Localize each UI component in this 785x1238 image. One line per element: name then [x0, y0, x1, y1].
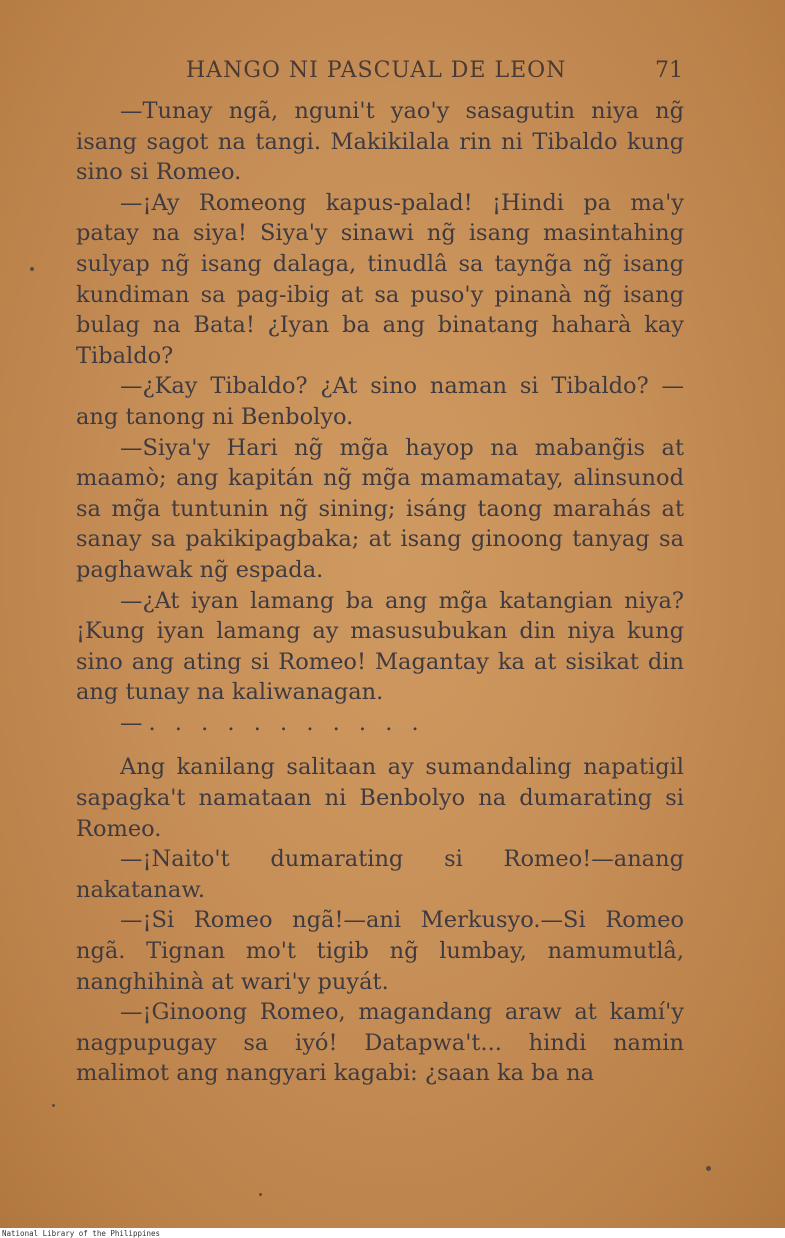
- paper-speck: [706, 1166, 711, 1171]
- library-credit: National Library of the Philippines: [2, 1229, 161, 1238]
- paragraph: —Siya'y Hari ng̃ mg̃a hayop na mabang̃is at maamò; ang kapitán ng̃ mg̃a mamamatay, alinsunod sa mg̃a tuntunin ng̃ sining; isáng taong marahás at sanay sa pakikipagbaka; at isang ginoong tanyag sa paghawak ng̃ espada.: [76, 434, 684, 583]
- paragraph: —¡Ay Romeong kapus-palad! ¡Hindi pa ma'y patay na siya! Siya'y sinawi ng̃ isang masintahing sulyap ng̃ isang dalaga, tinudlâ sa tayng̃a ng̃ isang kundiman sa pag-ibig at sa puso'y pinanà ng̃ isang bulag na Bata! ¿Iyan ba ang binatang haharà kay Tibaldo?: [76, 189, 684, 369]
- paragraph: —¡Naito't dumarating si Romeo!—anang nakatanaw.: [76, 846, 684, 903]
- paragraph: —¿Kay Tibaldo? ¿At sino naman si Tibaldo? —ang tanong ni Benbolyo.: [76, 373, 684, 430]
- paper-speck: [52, 1104, 55, 1107]
- paragraph: —¿At iyan lamang ba ang mg̃a katangian niya? ¡Kung iyan lamang ay masusubukan din niya kung sino ang ating si Romeo! Magantay ka at sisikat din ang tunay na kaliwanagan.: [76, 587, 684, 706]
- section-break-dots: —. . . . . . . . . . .: [120, 709, 425, 736]
- paragraph: Ang kanilang salitaan ay sumandaling napatigil sapagka't namataan ni Benbolyo na dumarating si Romeo.: [76, 754, 684, 842]
- paper-speck: [30, 267, 34, 271]
- paper-speck: [259, 1193, 262, 1196]
- page-number: 71: [655, 58, 683, 83]
- paragraph: —Tunay ngã, nguni't yao'y sasagutin niya ng̃ isang sagot na tangi. Makikilala rin ni Tibaldo kung sino si Romeo.: [76, 98, 684, 186]
- page-header: [0, 58, 785, 88]
- running-title: HANGO NI PASCUAL DE LEON: [186, 58, 567, 83]
- paragraph: —¡Ginoong Romeo, magandang araw at kamí'y nagpupugay sa iyó! Datapwa't... hindi namin malimot ang nangyari kagabi: ¿saan ka ba na: [76, 999, 684, 1087]
- paragraph: —¡Si Romeo ngã!—ani Merkusyo.—Si Romeo ngã. Tignan mo't tigib ng̃ lumbay, namumutlâ, nanghihinà at wari'y puyát.: [76, 907, 684, 995]
- body-text: [76, 96, 684, 1089]
